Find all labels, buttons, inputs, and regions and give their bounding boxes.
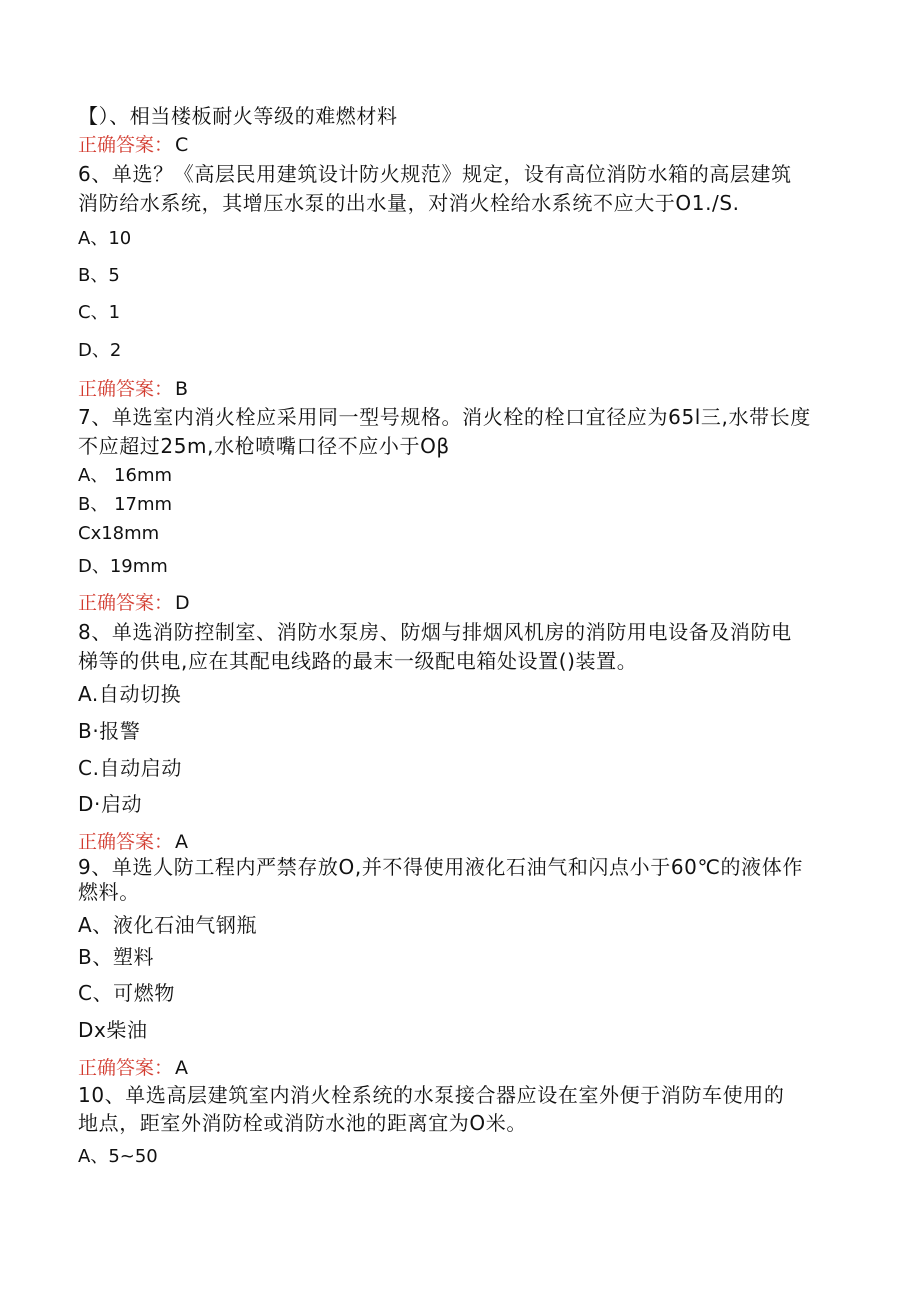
option-b: B·报警 [78, 719, 141, 743]
option-b: B、塑料 [78, 945, 155, 969]
question-10-line-1: 10、单选高层建筑室内消火栓系统的水泵接合器应设在室外便于消防车使用的 [78, 1083, 785, 1107]
answer-line [78, 133, 188, 157]
option-b: B、5 [78, 265, 120, 286]
option-d: D、2 [78, 340, 122, 361]
answer-label: 正确答案： [78, 134, 174, 156]
question-continuation: 【）、相当楼板耐火等级的难燃材料 [78, 104, 398, 128]
answer-label: 正确答案： [78, 378, 174, 400]
question-6-line-2: 消防给水系统，其增压水泵的出水量，对消火栓给水系统不应大于O1./S. [78, 191, 740, 215]
answer-value: C [175, 134, 189, 156]
option-c: Cx18mm [78, 523, 160, 544]
answer-line [78, 1056, 188, 1080]
answer-value: A [175, 831, 189, 853]
option-d: D·启动 [78, 792, 143, 816]
option-d: Dx柴油 [78, 1018, 148, 1042]
question-7-line-1: 7、单选室内消火栓应采用同一型号规格。消火栓的栓口宜径应为65l三,水带长度 [78, 405, 811, 429]
answer-line [78, 377, 188, 401]
answer-value: D [175, 592, 190, 614]
answer-label: 正确答案： [78, 831, 174, 853]
option-b: B、 17mm [78, 494, 173, 515]
question-8-line-1: 8、单选消防控制室、消防水泵房、防烟与排烟风机房的消防用电设备及消防电 [78, 620, 792, 644]
answer-line [78, 591, 190, 615]
option-a: A、 16mm [78, 465, 173, 486]
question-10-line-2: 地点，距室外消防栓或消防水池的距离宜为O米。 [78, 1111, 527, 1135]
option-c: C、1 [78, 302, 121, 323]
option-d: D、19mm [78, 556, 168, 577]
option-a: A、10 [78, 228, 132, 249]
option-a: A.自动切换 [78, 682, 182, 706]
answer-value: B [175, 378, 189, 400]
answer-label: 正确答案： [78, 592, 174, 614]
answer-value: A [175, 1057, 189, 1079]
question-6-line-1: 6、单选？《高层民用建筑设计防火规范》规定，设有高位消防水箱的高层建筑 [78, 162, 792, 186]
question-9-line-1: 9、单选人防工程内严禁存放O,并不得使用液化石油气和闪点小于60℃的液体作 [78, 855, 803, 879]
option-c: C、可燃物 [78, 981, 175, 1005]
option-a: A、5~50 [78, 1146, 158, 1167]
answer-line [78, 830, 188, 854]
answer-label: 正确答案： [78, 1057, 174, 1079]
option-a: A、液化石油气钢瓶 [78, 913, 258, 937]
question-9-line-2: 燃料。 [78, 880, 140, 904]
question-8-line-2: 梯等的供电,应在其配电线路的最末一级配电箱处设置()装置。 [78, 649, 638, 673]
option-c: C.自动启动 [78, 756, 182, 780]
question-7-line-2: 不应超过25m,水枪喷嘴口径不应小于Oβ [78, 434, 450, 458]
